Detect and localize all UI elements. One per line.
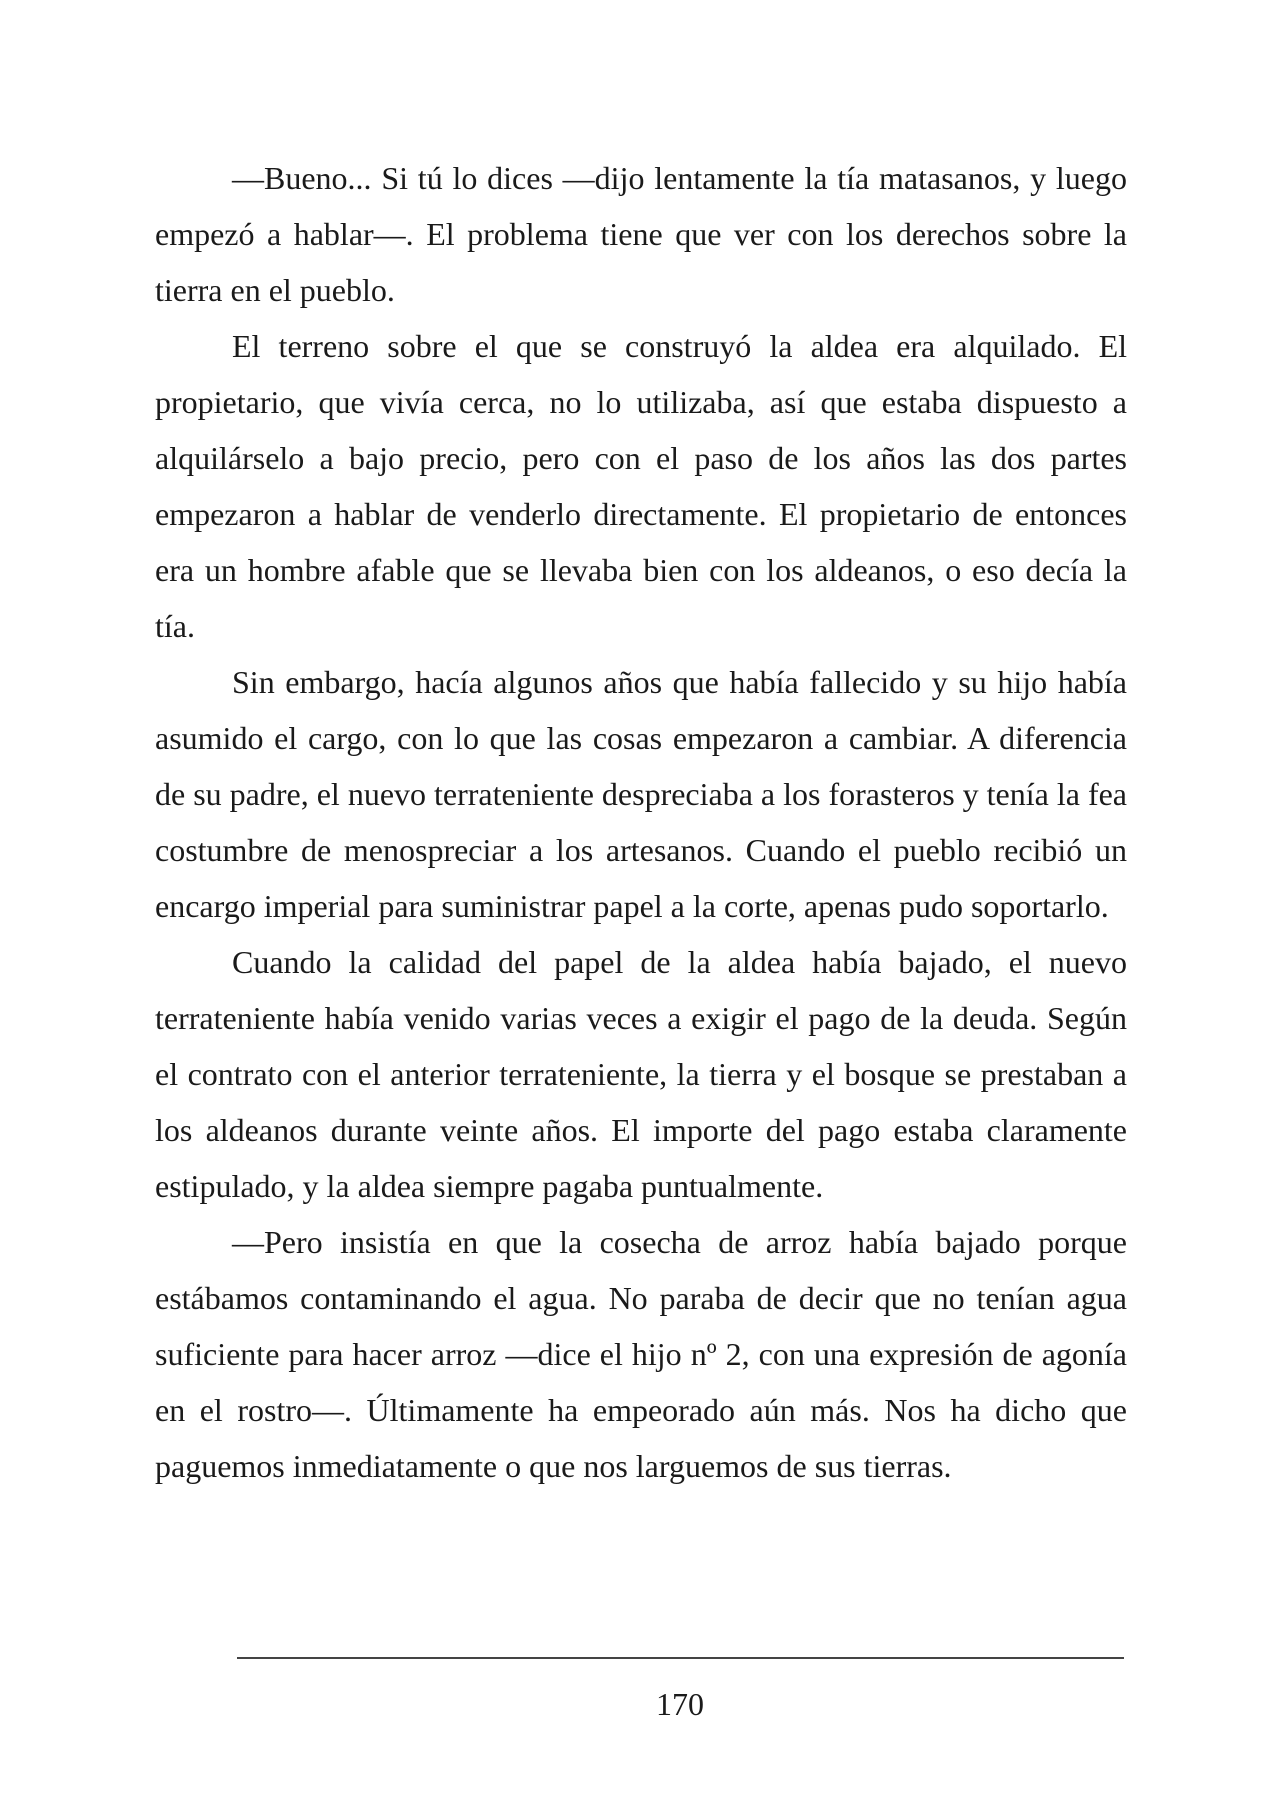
paragraph: Cuando la calidad del papel de la aldea había bajado, el nuevo terrateniente había venido varias veces a exigir el pago de la deuda. Según el contrato con el anterior terrateniente, la tierra y el bosque se prestaban a los aldeanos durante veinte años. El importe del pago estaba claramente estipulado, y la aldea siempre pagaba puntualmente. xyxy=(155,944,1127,1204)
page-number: 170 xyxy=(656,1686,704,1722)
paragraph: Sin embargo, hacía algunos años que había fallecido y su hijo había asumido el cargo, con lo que las cosas empezaron a cambiar. A diferencia de su padre, el nuevo terrateniente despreciaba a los forasteros y tenía la fea costumbre de menospreciar a los artesanos. Cuando el pueblo recibió un encargo imperial para suministrar papel a la corte, apenas pudo soportarlo. xyxy=(155,664,1127,924)
paragraph: —Bueno... Si tú lo dices —dijo lentamente la tía matasanos, y luego empezó a hablar—. El problema tiene que ver con los derechos sobre la tierra en el pueblo. xyxy=(155,160,1127,308)
paragraph: —Pero insistía en que la cosecha de arroz había bajado porque estábamos contaminando el agua. No paraba de decir que no tenían agua suficiente para hacer arroz —dice el hijo nº 2, con una expresión de agonía en el rostro—. Últimamente ha empeorado aún más. Nos ha dicho que paguemos inmediatamente o que nos larguemos de sus tierras. xyxy=(155,1224,1127,1484)
footer-divider xyxy=(237,1657,1124,1659)
paragraph: El terreno sobre el que se construyó la aldea era alquilado. El propietario, que vivía cerca, no lo utilizaba, así que estaba dispuesto a alquilárselo a bajo precio, pero con el paso de los años las dos partes empezaron a hablar de venderlo directamente. El propietario de entonces era un hombre afable que se llevaba bien con los aldeanos, o eso decía la tía. xyxy=(155,328,1127,644)
body-text xyxy=(155,150,1127,1494)
